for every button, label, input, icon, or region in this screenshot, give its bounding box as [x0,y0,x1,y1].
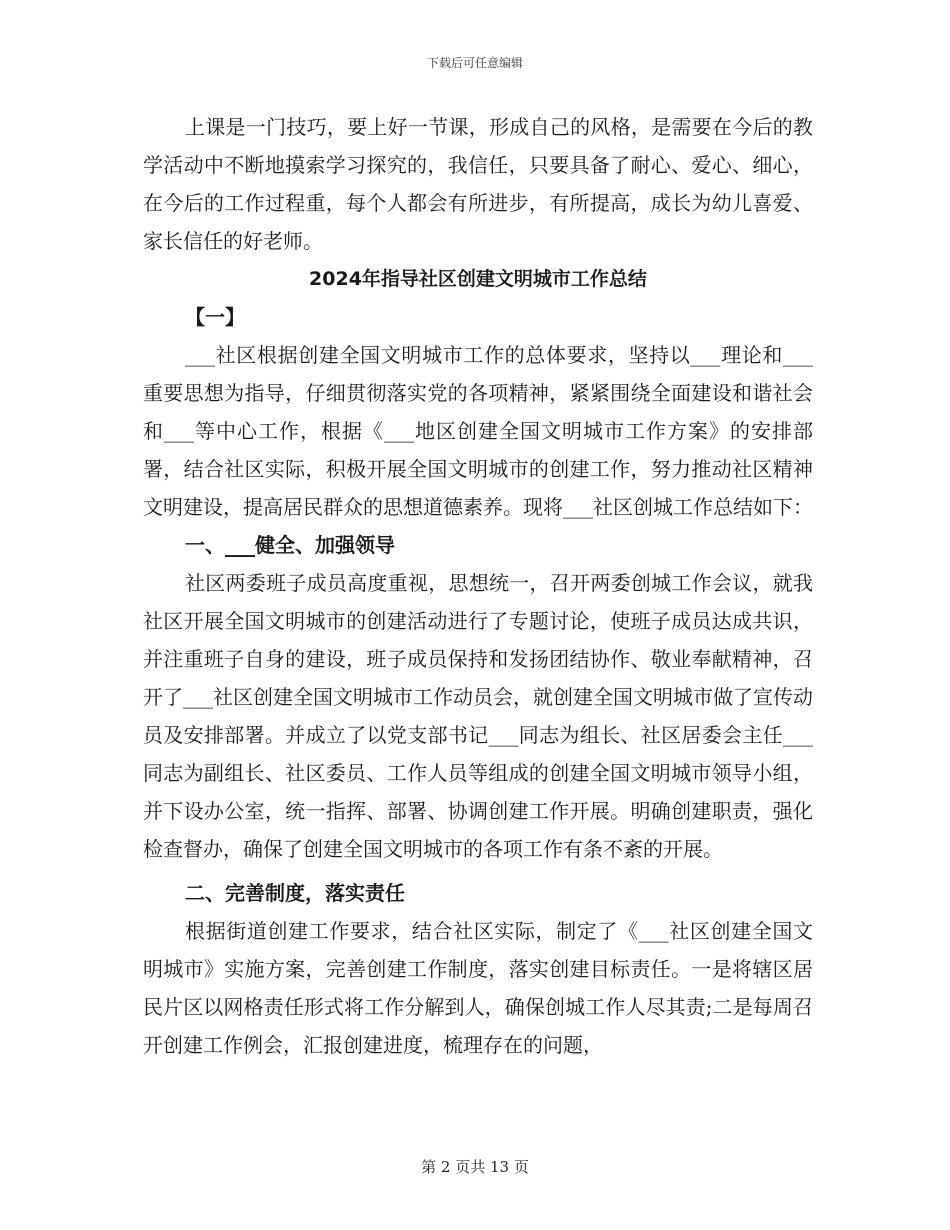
opening-paragraph: ___社区根据创建全国文明城市工作的总体要求，坚持以___理论和___重要思想为指导，仔细贯彻落实党的各项精神，紧紧围绕全面建设和谐社会和___等中心工作，根据《___地区创建全国文明城市工作方案》的安排部署，结合社区实际，积极开展全国文明城市的创建工作，努力推动社区精神文明建设，提高居民群众的思想道德素养。现将___社区创城工作总结如下： [143,343,813,519]
section-paragraph-1: 社区两委班子成员高度重视，思想统一，召开两委创城工作会议，就我社区开展全国文明城市的创建活动进行了专题讨论，使班子成员达成共识，并注重班子自身的建设，班子成员保持和发扬团结协作、敬业奉献精神，召开了___社区创建全国文明城市工作动员会，就创建全国文明城市做了宣传动员及安排部署。并成立了以党支部书记___同志为组长、社区居委会主任___同志为副组长、社区委员、工作人员等组成的创建全国文明城市领导小组，并下设办公室，统一指挥、部署、协调创建工作开展。明确创建职责，强化检查督办，确保了创建全国文明城市的各项工作有条不紊的开展。 [143,571,813,861]
page-header-note: 下载后可任意编辑 [426,56,523,70]
document-title: 2024年指导社区创建文明城市工作总结 [309,268,647,290]
intro-paragraph: 上课是一门技巧，要上好一节课，形成自己的风格，是需要在今后的教学活动中不断地摸索学习探究的，我信任，只要具备了耐心、爱心、细心，在今后的工作过程重，每个人都会有所进步，有所提高，成长为幼儿喜爱、家长信任的好老师。 [143,115,813,253]
section-mark: 【一】 [185,305,245,329]
page-number: 第 2 页共 13 页 [421,1158,529,1176]
section-heading-2: 二、完善制度，落实责任 [185,881,405,905]
section-heading-1: 一、___健全、加强领导 [185,533,395,557]
document-body [143,108,813,1064]
section-paragraph-2: 根据街道创建工作要求，结合社区实际，制定了《___社区创建全国文明城市》实施方案，完善创建工作制度，落实创建目标责任。一是将辖区居民片区以网格责任形式将工作分解到人，确保创城工作人尽其责;二是每周召开创建工作例会，汇报创建进度，梳理存在的问题， [143,919,813,1057]
